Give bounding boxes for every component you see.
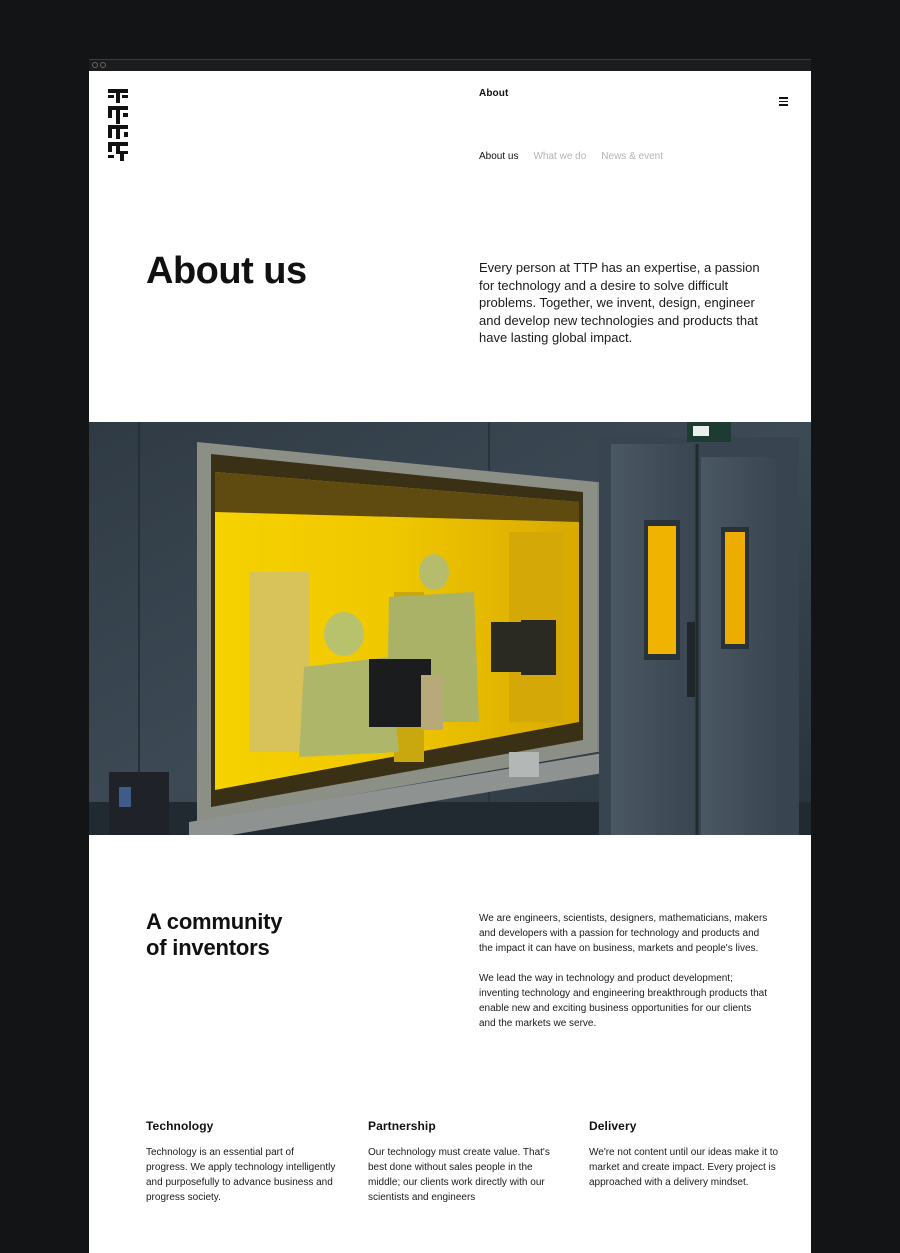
cleanroom-lab-photo xyxy=(89,422,811,835)
community-body xyxy=(479,911,769,1031)
window-controls xyxy=(92,62,106,68)
pillar-title: Delivery xyxy=(589,1119,637,1133)
hero-intro-text: Every person at TTP has an expertise, a passion for technology and a desire to solve difficult problems. Together, we invent, design, engineer and develop new technologies and products that have lasting global impact. xyxy=(479,260,760,346)
pillar-partnership xyxy=(368,1119,558,1205)
pillar-text: We're not content until our ideas make it to market and create impact. Every project is approached with a delivery mindset. xyxy=(589,1147,779,1188)
ttp-logo[interactable] xyxy=(108,89,128,161)
community-heading-line-1: A community xyxy=(146,909,283,934)
pillar-delivery xyxy=(589,1119,779,1190)
page xyxy=(89,71,811,1253)
window-dot-icon[interactable] xyxy=(92,62,98,68)
page-title: About xyxy=(479,88,509,99)
pillar-text: Our technology must create value. That's best done without sales people in the middle; our clients work directly with our scientists and engineers xyxy=(368,1147,550,1203)
pillar-text: Technology is an essential part of progress. We apply technology intelligently and purposefully to advance business and progress society. xyxy=(146,1147,336,1203)
tab-about-us[interactable]: About us xyxy=(479,151,519,162)
tab-news-event[interactable]: News & event xyxy=(601,151,663,162)
pillar-title: Technology xyxy=(146,1119,214,1133)
pillar-technology xyxy=(146,1119,336,1205)
window-dot-icon[interactable] xyxy=(100,62,106,68)
community-heading xyxy=(146,909,346,961)
browser-frame-bar xyxy=(89,59,811,71)
sub-navigation xyxy=(479,151,663,162)
tab-what-we-do[interactable]: What we do xyxy=(533,151,587,162)
pillar-title: Partnership xyxy=(368,1119,436,1133)
hamburger-menu-icon[interactable] xyxy=(779,97,791,109)
community-paragraph-1: We are engineers, scientists, designers, mathematicians, makers and developers with a passion for technology and products and the impact it can have on business, markets and people's lives. xyxy=(479,913,768,954)
community-heading-line-2: of inventors xyxy=(146,935,270,960)
community-paragraph-2: We lead the way in technology and product development; inventing technology and engineering breakthrough products that enable new and exciting business opportunities for our clients and the markets we serve. xyxy=(479,973,767,1029)
hero-heading: About us xyxy=(146,250,307,292)
